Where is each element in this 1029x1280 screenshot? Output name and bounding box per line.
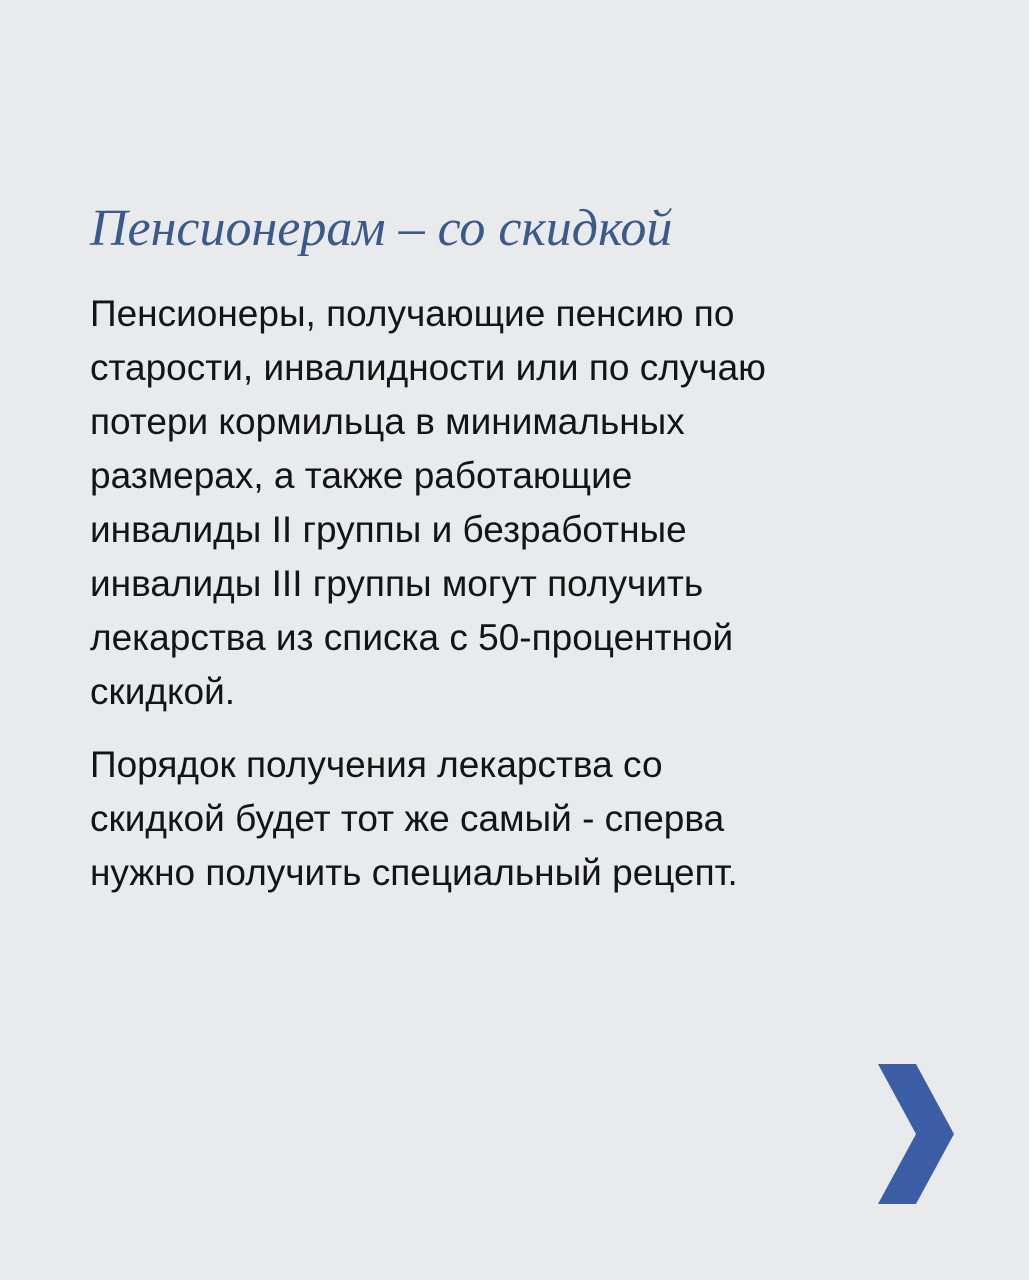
text-line: потери кормильца в минимальных [90,401,685,442]
text-line: инвалиды III группы могут получить [90,563,704,604]
text-line: скидкой будет тот же самый - сперва [90,798,725,839]
paragraph-discount-eligibility [90,287,970,719]
next-slide-button[interactable] [876,1064,956,1204]
text-line: старости, инвалидности или по случаю [90,347,766,388]
text-line: Порядок получения лекарства со [90,744,663,785]
chevron-shape [878,1064,954,1204]
text-line: размерах, а также работающие [90,455,633,496]
text-line: нужно получить специальный рецепт. [90,852,738,893]
text-line: лекарства из списка с 50-процентной [90,617,734,658]
chevron-right-icon [876,1064,956,1204]
slide-title: Пенсионерам – со скидкой [90,200,673,257]
paragraph-procedure [90,738,970,900]
text-line: инвалиды II группы и безработные [90,509,687,550]
text-line: Пенсионеры, получающие пенсию по [90,293,735,334]
text-line: скидкой. [90,671,236,712]
